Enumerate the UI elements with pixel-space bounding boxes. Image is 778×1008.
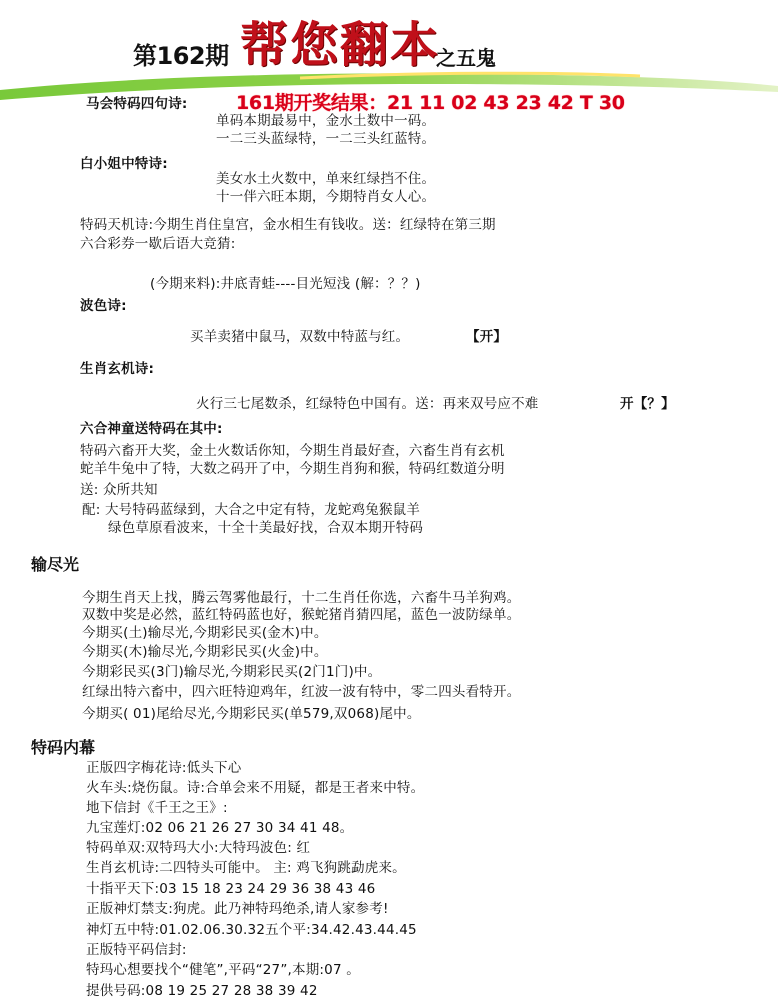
text-line: 红绿出特六畜中，四六旺特迎鸡年，红波一波有特中，零二四头看特开。 xyxy=(82,684,521,700)
period-number: 第162期 xyxy=(133,42,229,70)
poem-label-shentong: 六合神童送特码在其中: xyxy=(80,421,223,437)
text-line: 正版特平码信封: xyxy=(86,942,187,958)
text-line: 特玛心想要找个“健笔”,平码“27”,本期:07 。 xyxy=(86,962,360,978)
poem-line: 特码六畜开大奖，金土火数话你知，今期生肖最好查，六畜生肖有玄机 xyxy=(80,443,505,459)
text-line: 特码单双:双特玛大小:大特玛波色: 红 xyxy=(86,840,311,856)
text-line: 生肖玄机诗:二四特头可能中。 主: 鸡飞狗跳勐虎来。 xyxy=(86,860,406,876)
text-line: 地下信封《千王之王》: xyxy=(86,800,228,816)
poem-line: 美女水土火数中，单来红绿挡不住。 xyxy=(216,171,436,187)
lottery-result: 161期开奖结果：21 11 02 43 23 42 T 30 xyxy=(236,92,625,114)
text-line: 九宝莲灯:02 06 21 26 27 30 34 41 48。 xyxy=(86,820,354,836)
text-line: 今期彩民买(3门)输尽光,今期彩民买(2门1门)中。 xyxy=(82,664,382,680)
text-line: 神灯五中特:01.02.06.30.32五个平:34.42.43.44.45 xyxy=(86,922,417,938)
pei-line: 绿色草原看波来，十全十美最好找，合双本期开特码 xyxy=(108,520,424,536)
text-line: 提供号码:08 19 25 27 28 38 39 42 xyxy=(86,983,318,999)
section-heading-tema-neimu: 特码内幕 xyxy=(31,738,96,757)
send-line: 送: 众所共知 xyxy=(80,482,158,498)
poem-line: 火行三七尾数杀，红绿特色中国有。送：再来双号应不难 xyxy=(196,396,539,412)
riddle-label: 六合彩券一歇后语大竞猜: xyxy=(80,236,236,252)
text-line: 今期买( 01)尾给尽光,今期彩民买(单579,双068)尾中。 xyxy=(82,706,421,722)
text-line: 正版神灯禁支:狗虎。此乃神特玛绝杀,请人家参考! xyxy=(86,901,389,917)
open-tag: 【开】 xyxy=(466,329,508,345)
pei-line: 配: 大号特码蓝绿到，大合之中定有特，龙蛇鸡兔猴鼠羊 xyxy=(82,502,421,518)
poem-label-mahui: 马会特码四句诗: xyxy=(86,96,188,112)
poem-line: 单码本期最易中，金水土数中一码。 xyxy=(216,113,436,129)
text-line: 双数中奖是必然，蓝红特码蓝也好，猴蛇猪肖猜四尾，蓝色一波防绿单。 xyxy=(82,607,521,623)
text-line: 十指平天下:03 15 18 23 24 29 36 38 43 46 xyxy=(86,881,376,897)
poem-label-baixiaojie: 白小姐中特诗: xyxy=(80,156,168,172)
open-tag: 开【？】 xyxy=(620,396,675,412)
poem-line: 买羊卖猪中鼠马，双数中特蓝与红。 xyxy=(190,329,410,345)
poem-label-shengxiao: 生肖玄机诗: xyxy=(80,361,155,377)
text-line: 今期买(土)输尽光,今期彩民买(金木)中。 xyxy=(82,625,328,641)
poem-line: 十一伴六旺本期，今期特肖女人心。 xyxy=(216,189,436,205)
page-title: 帮您翻本 xyxy=(240,17,441,73)
page-subtitle: 之五鬼 xyxy=(436,46,496,70)
section-heading-shujinguang: 输尽光 xyxy=(31,555,80,574)
tianji-poem: 特码天机诗:今期生肖住皇宫，金水相生有钱收。送：红绿特在第三期 xyxy=(80,217,496,233)
text-line: 今期买(木)输尽光,今期彩民买(火金)中。 xyxy=(82,644,328,660)
text-line: 正版四字梅花诗:低头下心 xyxy=(86,760,242,776)
riddle-answer: (今期来料):井底青蛙----目光短浅 (解：？？) xyxy=(150,276,421,292)
poem-line: 一二三头蓝绿特，一二三头红蓝特。 xyxy=(216,131,436,147)
text-line: 火车头:烧伤鼠。诗:合单会来不用疑，都是王者来中特。 xyxy=(86,780,425,796)
text-line: 今期生肖天上找，腾云驾雾他最行，十二生肖任你选，六畜牛马羊狗鸡。 xyxy=(82,590,521,606)
poem-label-bose: 波色诗: xyxy=(80,298,127,314)
poem-line: 蛇羊牛兔中了特，大数之码开了中，今期生肖狗和猴，特码红数道分明 xyxy=(80,461,505,477)
